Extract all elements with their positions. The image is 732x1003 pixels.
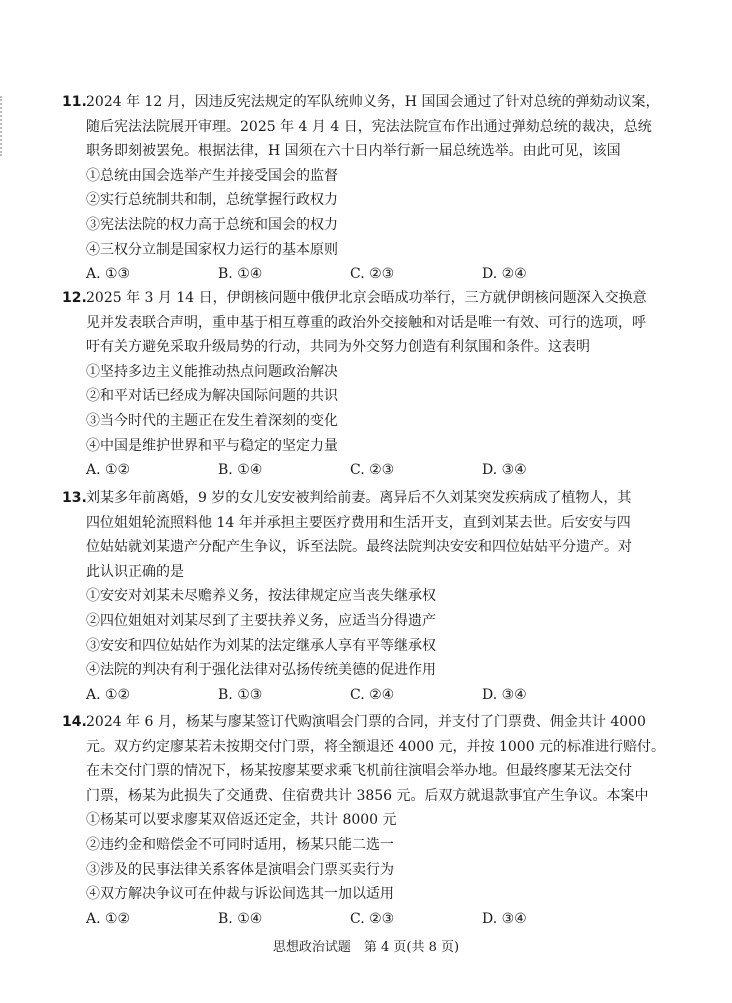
choice-c: C. ②④ bbox=[350, 686, 395, 703]
question-stem-line: 2024 年 12 月，因违反宪法规定的军队统帅义务，H 国国会通过了针对总统的弹劾动议案， bbox=[86, 94, 660, 110]
question-14 bbox=[62, 710, 666, 931]
question-stem-line: 四位姐姐轮流照料他 14 年并承担主要医疗费用和生活开支，直到刘某去世。后安安与四 bbox=[86, 514, 631, 531]
statement-2: ②实行总统制共和制，总统掌握行政权力 bbox=[86, 192, 338, 209]
statement-4: ④双方解决争议可在仲裁与诉讼间选其一加以适用 bbox=[86, 886, 394, 903]
choice-a: A. ①② bbox=[86, 462, 131, 479]
answer-choices bbox=[62, 683, 642, 708]
choice-a: A. ①② bbox=[86, 686, 131, 703]
choice-c: C. ②③ bbox=[350, 266, 395, 283]
question-number: 14. bbox=[62, 714, 87, 730]
question-stem-line: 元。双方约定廖某若未按期交付门票，将全额退还 4000 元，并按 1000 元的标准进行赔付。 bbox=[86, 738, 666, 755]
question-stem-line: 吁有关方避免采取升级局势的行动，共同为外交努力创造有利氛围和条件。这表明 bbox=[86, 339, 590, 356]
choice-d: D. ③④ bbox=[482, 910, 527, 927]
statement-2: ②四位姐姐对刘某尽到了主要扶养义务，应适当分得遗产 bbox=[86, 612, 436, 629]
choice-b: B. ①④ bbox=[218, 462, 263, 479]
choice-a: A. ①② bbox=[86, 910, 131, 927]
choice-b: B. ①④ bbox=[218, 910, 263, 927]
question-13 bbox=[62, 486, 642, 707]
statement-3: ③当今时代的主题正在发生着深刻的变化 bbox=[86, 412, 338, 429]
binding-edge-mark bbox=[0, 96, 4, 156]
question-number: 13. bbox=[62, 490, 87, 506]
question-stem-line: 门票，杨某为此损失了交通费、住宿费共计 3856 元。后双方就退款事宜产生争议。本案中 bbox=[86, 787, 649, 804]
statement-1: ①坚持多边主义能推动热点问题政治解决 bbox=[86, 363, 338, 380]
answer-choices bbox=[62, 262, 642, 287]
question-stem-line: 此认识正确的是 bbox=[86, 563, 184, 580]
choice-c: C. ②③ bbox=[350, 910, 395, 927]
question-12 bbox=[62, 286, 647, 483]
page-footer: 思想政治试题 第 4 页(共 8 页) bbox=[272, 940, 460, 955]
choice-a: A. ①③ bbox=[86, 266, 131, 283]
statement-4: ④法院的判决有利于强化法律对弘扬传统美德的促进作用 bbox=[86, 662, 436, 679]
statement-4: ④三权分立制是国家权力运行的基本原则 bbox=[86, 241, 338, 258]
question-number: 11. bbox=[62, 94, 87, 110]
statement-2: ②违约金和赔偿金不可同时适用，杨某只能二选一 bbox=[86, 836, 394, 853]
question-stem-line: 见并发表联合声明，重申基于相互尊重的政治外交接触和对话是唯一有效、可行的选项，呼 bbox=[86, 314, 646, 331]
statement-3: ③涉及的民事法律关系客体是演唱会门票买卖行为 bbox=[86, 861, 394, 878]
question-stem-line: 2025 年 3 月 14 日，伊朗核问题中俄伊北京会晤成功举行，三方就伊朗核问题深入交换意 bbox=[86, 290, 647, 306]
choice-d: D. ③④ bbox=[482, 686, 527, 703]
choice-c: C. ②③ bbox=[350, 462, 395, 479]
choice-d: D. ③④ bbox=[482, 462, 527, 479]
question-stem-line: 职务即刻被罢免。根据法律，H 国须在六十日内举行新一届总统选举。由此可见，该国 bbox=[86, 143, 621, 160]
statement-1: ①总统由国会选举产生并接受国会的监督 bbox=[86, 167, 338, 184]
statement-1: ①杨某可以要求廖某双倍返还定金，共计 8000 元 bbox=[86, 812, 397, 829]
question-stem-line: 随后宪法法院展开审理。2025 年 4 月 4 日，宪法法院宣布作出通过弹劾总统的裁决，总统 bbox=[86, 118, 652, 135]
statement-3: ③安安和四位姑姑作为刘某的法定继承人享有平等继承权 bbox=[86, 637, 436, 654]
answer-choices bbox=[62, 907, 642, 932]
choice-b: B. ①③ bbox=[218, 686, 263, 703]
choice-b: B. ①④ bbox=[218, 266, 263, 283]
statement-2: ②和平对话已经成为解决国际问题的共识 bbox=[86, 388, 338, 405]
question-stem-line: 位姑姑就刘某遗产分配产生争议，诉至法院。最终法院判决安安和四位姑姑平分遗产。对 bbox=[86, 539, 632, 556]
question-number: 12. bbox=[62, 290, 87, 306]
choice-d: D. ②④ bbox=[482, 266, 527, 283]
statement-1: ①安安对刘某未尽赡养义务，按法律规定应当丧失继承权 bbox=[86, 588, 436, 605]
answer-choices bbox=[62, 458, 642, 483]
statement-4: ④中国是维护世界和平与稳定的坚定力量 bbox=[86, 437, 338, 454]
question-stem-line: 刘某多年前离婚，9 岁的女儿安安被判给前妻。离异后不久刘某突发疾病成了植物人，其 bbox=[86, 490, 632, 506]
question-11 bbox=[62, 90, 660, 287]
statement-3: ③宪法法院的权力高于总统和国会的权力 bbox=[86, 216, 338, 233]
question-stem-line: 2024 年 6 月，杨某与廖某签订代购演唱会门票的合同，并支付了门票费、佣金共计 4000 bbox=[86, 714, 646, 730]
question-stem-line: 在未交付门票的情况下，杨某按廖某要求乘飞机前往演唱会举办地。但最终廖某无法交付 bbox=[86, 763, 632, 780]
